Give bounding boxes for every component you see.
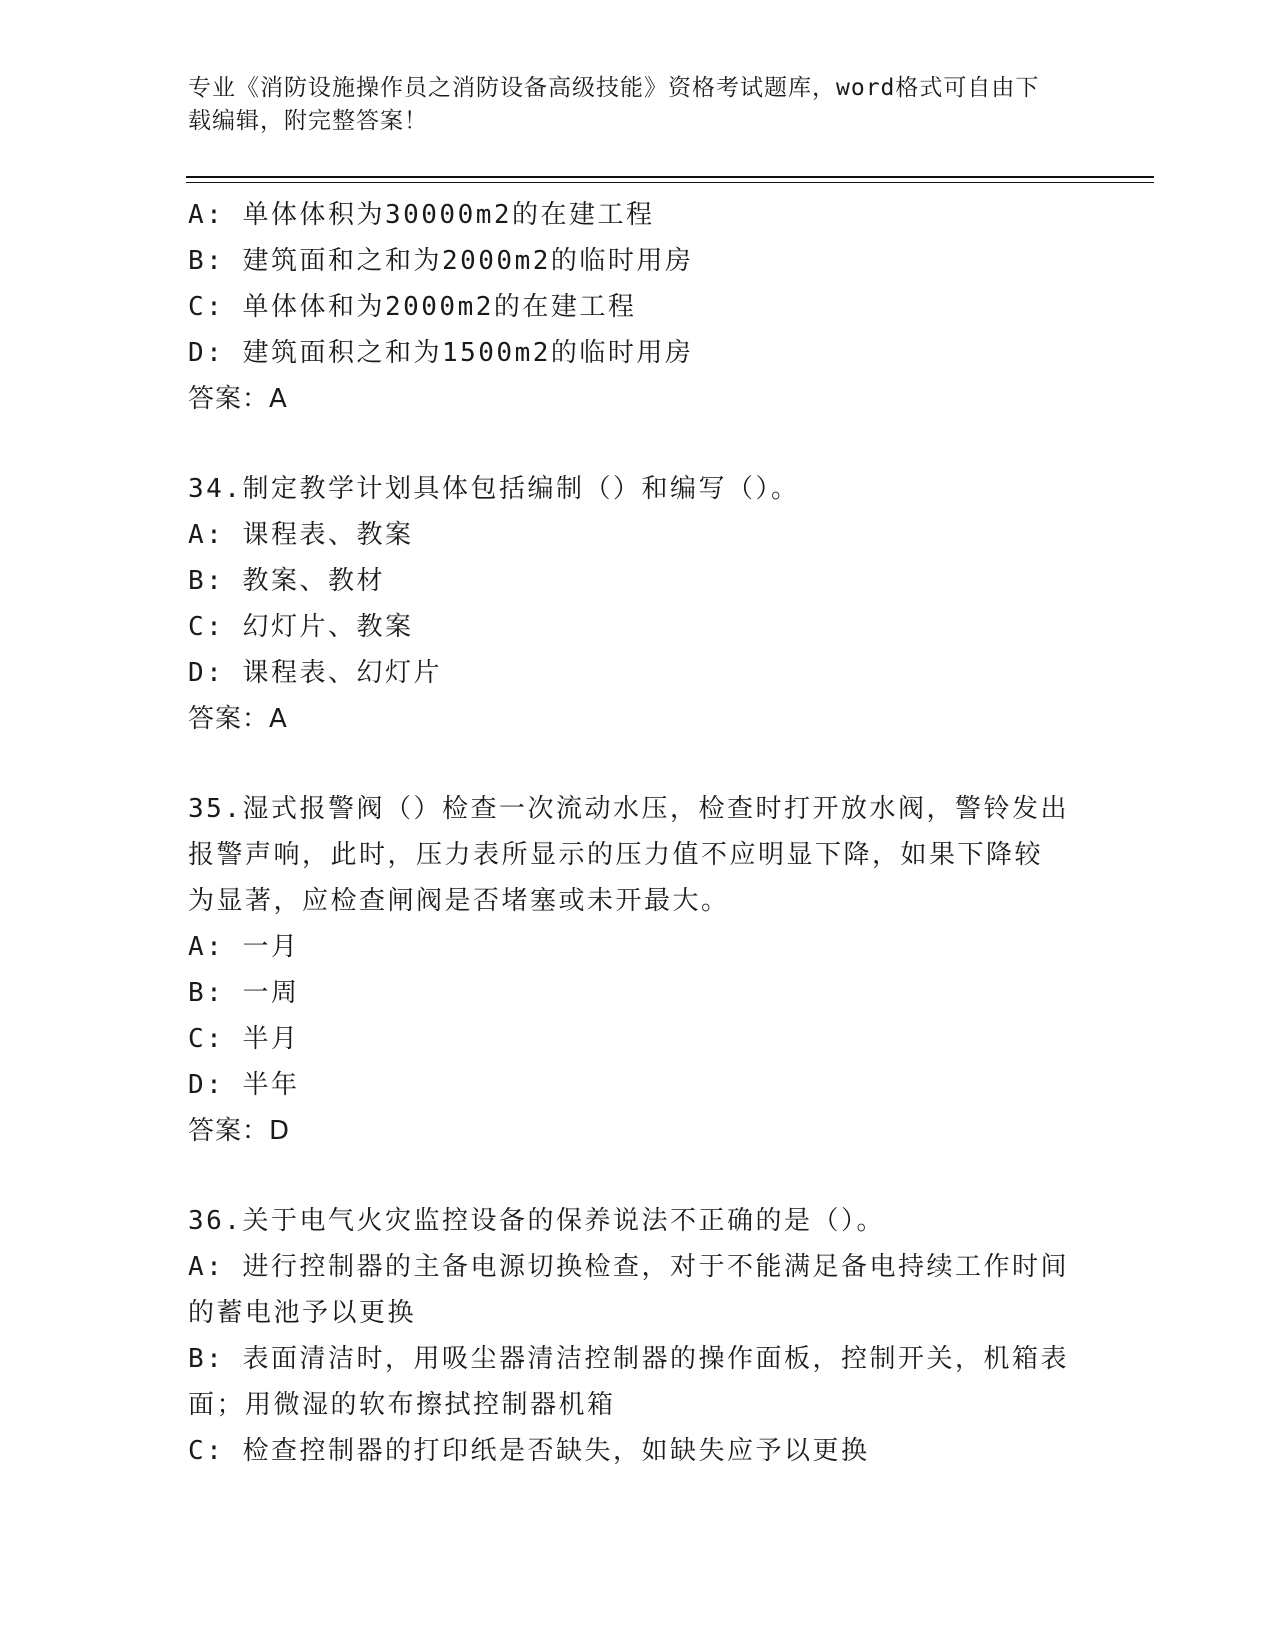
question-36 bbox=[188, 1198, 1088, 1474]
option-a-line-1: A: 进行控制器的主备电源切换检查，对于不能满足备电持续工作时间 bbox=[188, 1252, 1069, 1282]
option-d: D: 半年 bbox=[188, 1070, 300, 1100]
question-text-line-1: 35.湿式报警阀（）检查一次流动水压，检查时打开放水阀，警铃发出 bbox=[188, 794, 1069, 824]
question-text: 36.关于电气火灾监控设备的保养说法不正确的是（）。 bbox=[188, 1206, 885, 1236]
question-35 bbox=[188, 786, 1088, 1154]
option-a-line-2: 的蓄电池予以更换 bbox=[188, 1298, 417, 1328]
option-b: B: 教案、教材 bbox=[188, 566, 385, 596]
header-divider-thin bbox=[186, 182, 1154, 183]
document-header bbox=[188, 72, 1078, 138]
option-c: C: 单体体和为2000m2的在建工程 bbox=[188, 292, 637, 322]
answer: 答案：A bbox=[188, 384, 288, 414]
header-line-2: 载编辑，附完整答案！ bbox=[188, 108, 428, 134]
option-a: A: 一月 bbox=[188, 932, 300, 962]
option-b-line-1: B: 表面清洁时，用吸尘器清洁控制器的操作面板，控制开关，机箱表 bbox=[188, 1344, 1069, 1374]
option-b-line-2: 面；用微湿的软布擦拭控制器机箱 bbox=[188, 1390, 616, 1420]
option-d: D: 课程表、幻灯片 bbox=[188, 658, 442, 688]
option-b: B: 一周 bbox=[188, 978, 300, 1008]
question-list bbox=[188, 192, 1088, 1474]
option-d: D: 建筑面积之和为1500m2的临时用房 bbox=[188, 338, 694, 368]
question-text-line-3: 为显著，应检查闸阀是否堵塞或未开最大。 bbox=[188, 886, 730, 916]
question-34 bbox=[188, 466, 1088, 742]
option-c: C: 幻灯片、教案 bbox=[188, 612, 414, 642]
question-text: 34.制定教学计划具体包括编制（）和编写（）。 bbox=[188, 474, 800, 504]
option-a: A: 单体体积为30000m2的在建工程 bbox=[188, 200, 655, 230]
answer: 答案：A bbox=[188, 704, 288, 734]
option-c: C: 半月 bbox=[188, 1024, 300, 1054]
option-c: C: 检查控制器的打印纸是否缺失，如缺失应予以更换 bbox=[188, 1436, 870, 1466]
answer: 答案：D bbox=[188, 1116, 291, 1146]
header-line-1: 专业《消防设施操作员之消防设备高级技能》资格考试题库，word格式可自由下 bbox=[188, 75, 1040, 101]
option-a: A: 课程表、教案 bbox=[188, 520, 414, 550]
header-divider-thick bbox=[186, 176, 1154, 178]
question-33 bbox=[188, 192, 1088, 422]
option-b: B: 建筑面和之和为2000m2的临时用房 bbox=[188, 246, 694, 276]
question-text-line-2: 报警声响，此时，压力表所显示的压力值不应明显下降，如果下降较 bbox=[188, 840, 1044, 870]
